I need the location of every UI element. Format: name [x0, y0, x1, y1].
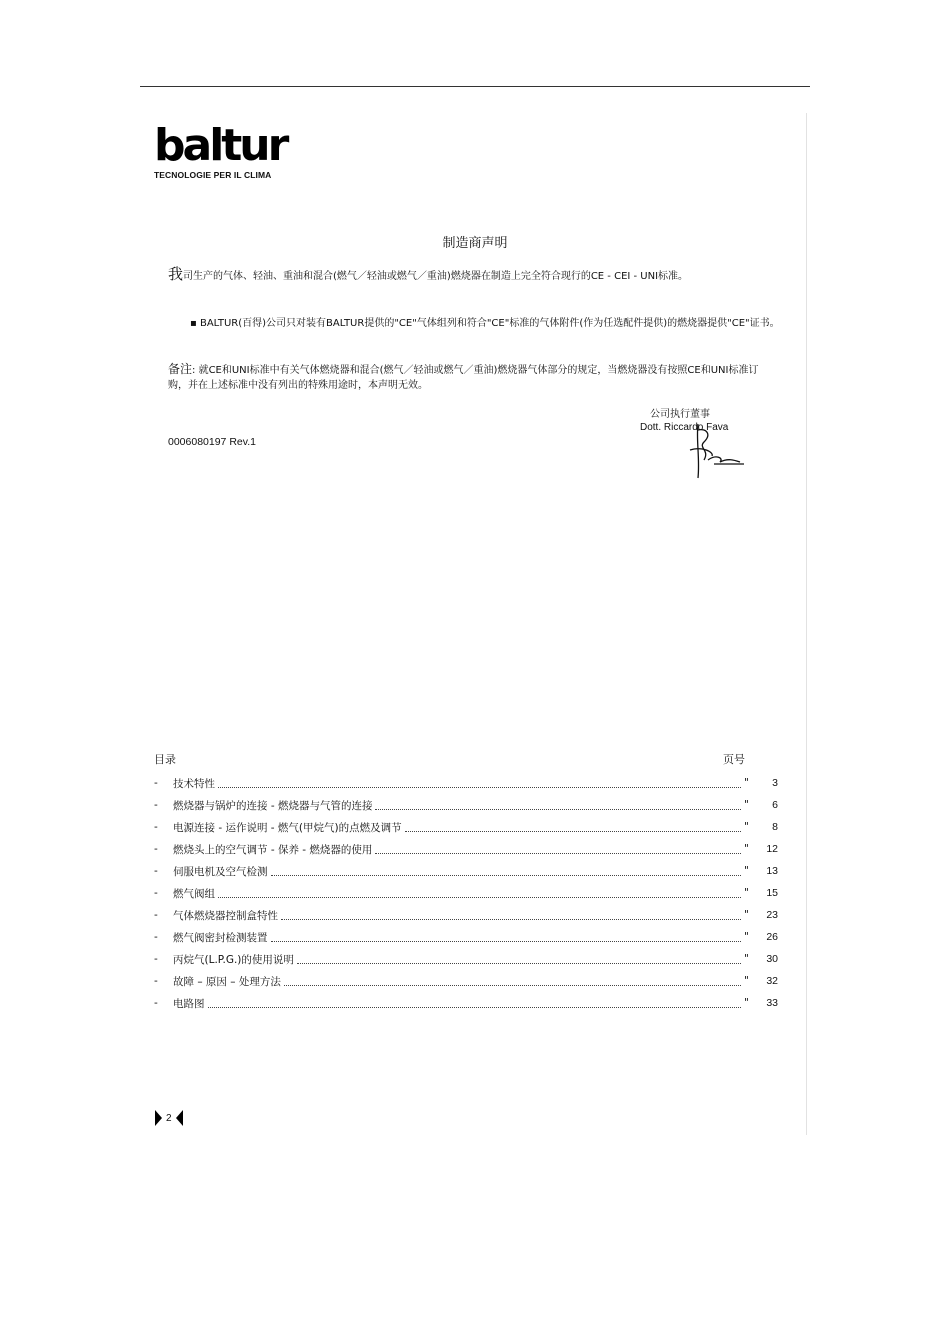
leader-dots [218, 897, 741, 898]
ditto-mark: " [744, 909, 749, 921]
ditto-mark: " [744, 953, 749, 965]
toc-entry[interactable] [154, 948, 778, 970]
toc-dash: - [154, 975, 158, 987]
toc-label: 燃烧器与锅炉的连接 - 燃烧器与气管的连接 [173, 799, 373, 812]
toc-heading: 目录 [154, 753, 176, 766]
page-footer [155, 1110, 183, 1126]
toc-page: 8 [772, 821, 778, 833]
leader-dots [271, 941, 742, 942]
toc-label: 技术特性 [173, 777, 215, 790]
leader-dots [375, 853, 741, 854]
toc-entry[interactable] [154, 772, 778, 794]
bullet-text: BALTUR(百得)公司只对装有BALTUR提供的"CE"气体组列和符合"CE"标准的气体附件(作为任选配件提供)的燃烧器提供"CE"证书。 [199, 318, 780, 329]
leader-dots [284, 985, 741, 986]
declaration-paragraph [168, 266, 774, 285]
toc-page: 6 [772, 799, 778, 811]
toc-label: 电源连接 - 运作说明 - 燃气(甲烷气)的点燃及调节 [173, 821, 402, 834]
logo-tagline: TECNOLOGIE PER IL CLIMA [154, 170, 272, 180]
toc-entry[interactable] [154, 838, 778, 860]
toc-page-heading: 页号 [723, 753, 745, 766]
toc-dash: - [154, 953, 158, 965]
certificate-bullet [190, 316, 783, 331]
toc-entry[interactable] [154, 794, 778, 816]
top-rule [140, 86, 810, 87]
leader-dots [281, 919, 741, 920]
toc-page: 33 [766, 997, 778, 1009]
toc-label: 燃气阀密封检测装置 [173, 931, 268, 944]
bullet-marker: ▪ [190, 318, 200, 329]
toc-label: 燃气阀组 [173, 887, 215, 900]
toc-page: 12 [766, 843, 778, 855]
toc-label: 丙烷气(L.P.G.)的使用说明 [173, 953, 294, 966]
toc-entry[interactable] [154, 992, 778, 1014]
toc-dash: - [154, 931, 158, 943]
toc-dash: - [154, 821, 158, 833]
toc-label: 电路图 [173, 997, 205, 1010]
toc-entry[interactable] [154, 926, 778, 948]
toc-dash: - [154, 799, 158, 811]
right-triangle-icon [155, 1110, 162, 1126]
toc-dash: - [154, 865, 158, 877]
left-triangle-icon [176, 1110, 183, 1126]
declaration-title: 制造商声明 [442, 236, 508, 251]
toc-dash: - [154, 909, 158, 921]
leader-dots [405, 831, 741, 832]
toc-label: 故障 – 原因 – 处理方法 [173, 975, 281, 988]
ditto-mark: " [744, 975, 749, 987]
note-paragraph [168, 362, 774, 393]
leader-dots [375, 809, 741, 810]
toc-entry[interactable] [154, 882, 778, 904]
toc-page: 23 [766, 909, 778, 921]
toc-entry[interactable] [154, 970, 778, 992]
ditto-mark: " [744, 777, 749, 789]
toc-page: 3 [772, 777, 778, 789]
document-number: 0006080197 Rev.1 [168, 436, 256, 448]
table-of-contents [154, 772, 778, 1014]
handwritten-signature [668, 420, 748, 482]
toc-dash: - [154, 887, 158, 899]
page-number: 2 [166, 1112, 172, 1124]
leader-dots [218, 787, 741, 788]
right-margin-rule [806, 113, 807, 1135]
leader-dots [271, 875, 742, 876]
toc-entry[interactable] [154, 816, 778, 838]
ditto-mark: " [744, 997, 749, 1009]
toc-page: 13 [766, 865, 778, 877]
baltur-logo [154, 120, 287, 180]
paragraph-text: 司生产的气体、轻油、重油和混合(燃气／轻油或燃气／重油)燃烧器在制造上完全符合现行的CE - CEI - UNI标准。 [183, 271, 689, 282]
toc-entry[interactable] [154, 904, 778, 926]
toc-dash: - [154, 843, 158, 855]
toc-page: 15 [766, 887, 778, 899]
toc-page: 32 [766, 975, 778, 987]
toc-label: 伺服电机及空气检测 [173, 865, 268, 878]
toc-page: 30 [766, 953, 778, 965]
toc-page: 26 [766, 931, 778, 943]
note-label: 备注 [168, 362, 193, 376]
paragraph-initial: 我 [168, 265, 184, 283]
toc-dash: - [154, 777, 158, 789]
ditto-mark: " [744, 931, 749, 943]
toc-dash: - [154, 997, 158, 1009]
toc-label: 燃烧头上的空气调节 - 保养 - 燃烧器的使用 [173, 843, 373, 856]
leader-dots [208, 1007, 742, 1008]
ditto-mark: " [744, 843, 749, 855]
ditto-mark: " [744, 821, 749, 833]
ditto-mark: " [744, 799, 749, 811]
toc-label: 气体燃烧器控制盒特性 [173, 909, 278, 922]
ditto-mark: " [744, 887, 749, 899]
signatory-title: 公司执行董事 [650, 409, 710, 420]
ditto-mark: " [744, 865, 749, 877]
note-text: : 就CE和UNI标准中有关气体燃烧器和混合(燃气／轻油或燃气／重油)燃烧器气体部分的规定，当燃烧器没有按照CE和UNI标准订购，并在上述标准中没有列出的特殊用途时，本声明无效。 [168, 365, 759, 391]
logo-wordmark: baltur [154, 120, 287, 171]
signatory-name: Dott. Riccardo Fava [640, 422, 729, 433]
leader-dots [297, 963, 741, 964]
toc-entry[interactable] [154, 860, 778, 882]
